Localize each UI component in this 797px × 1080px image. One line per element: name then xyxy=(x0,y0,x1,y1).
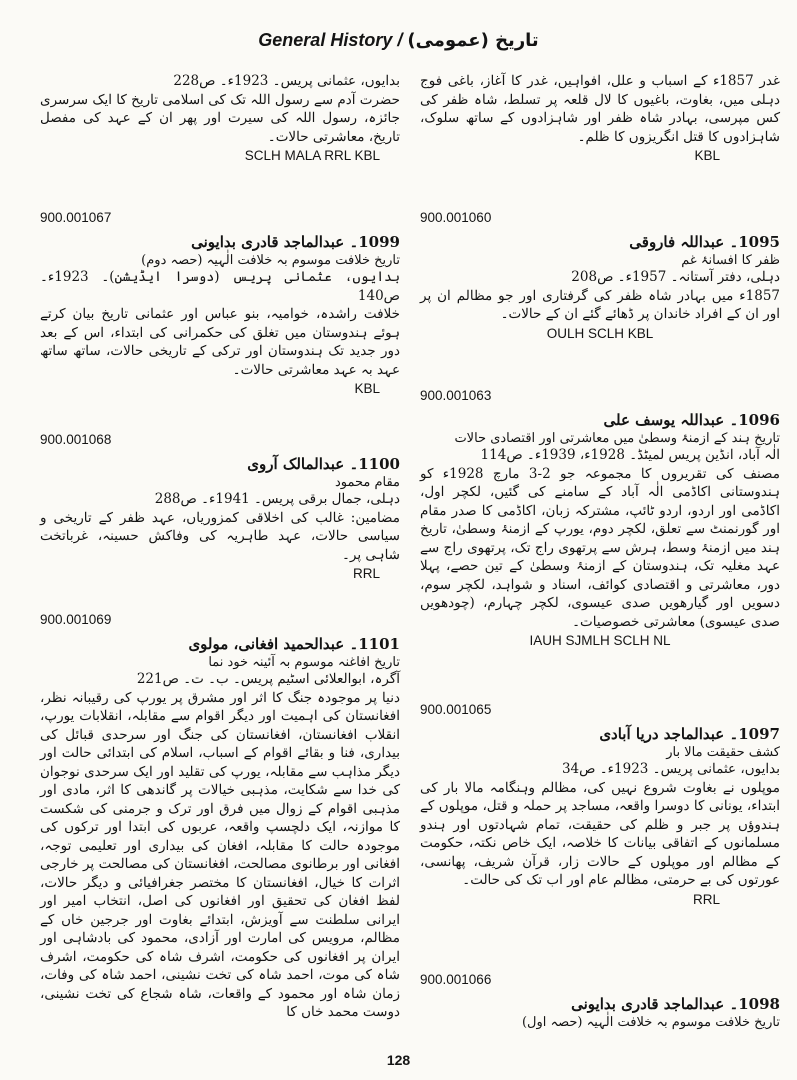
library-codes: RRL xyxy=(352,566,380,581)
entry-title: ظفر کا افسانۂ غم xyxy=(681,253,780,268)
entry-title: مقام محمود xyxy=(334,475,400,490)
header-english: General History / xyxy=(258,30,403,50)
entry-1096 xyxy=(420,388,780,648)
entry-text xyxy=(420,72,780,146)
entry-heading: 1101۔ عبدالحمید افغانی، مولوی xyxy=(188,635,400,653)
publication-info: دہلی، جمال برقی پریس۔ 1941ء۔ ص288 xyxy=(154,491,400,507)
page-number: 128 xyxy=(386,1052,411,1068)
entry-1099 xyxy=(40,210,400,396)
entry-text xyxy=(40,670,400,1022)
entry-text xyxy=(420,760,780,890)
entry-title: تاریخ خلافت موسوم بہ خلافت الٰہیہ (حصہ دوم) xyxy=(141,253,400,268)
annotation-text: 1857ء میں بہادر شاہ ظفر کی گرفتاری اور جو مظالم ان پر اور ان کے افراد خاندان پر ڈھائے گئے ان کے حالات۔ xyxy=(420,287,780,322)
entry-1101 xyxy=(40,612,400,1022)
entry-text xyxy=(420,446,780,631)
entry-title: تاریخ افاغنہ موسوم بہ آئینہ خود نما xyxy=(208,655,400,670)
library-codes: KBL xyxy=(354,381,380,396)
publication-info: بدایوں، عثمانی پریس۔ 1923ء۔ ص34 xyxy=(561,761,780,777)
annotation-text: غدر 1857ء کے اسباب و علل، افواہیں، غدر کا آغاز، باغی فوج دہلی میں، بغاوت، باغیوں کا لال قلعہ پر تسلط، شاہ ظفر کی کس مپرسی، بہادر شاہ ظفر اور شاہزادوں کے ساتھ سلوک، شاہزادوں کا قتل انگریزوں کا ظلم۔ xyxy=(420,73,780,145)
entry-heading: 1098۔ عبدالماجد قادری بدایونی xyxy=(571,995,780,1013)
publication-info: بدایوں، عثمانی پریس (دوسرا ایڈیشن)۔ 1923ء۔ ص140 xyxy=(40,269,400,304)
entry-heading: 1097۔ عبدالماجد دریا آبادی xyxy=(599,725,780,743)
entry-text xyxy=(40,72,400,146)
entry-text xyxy=(40,268,400,379)
annotation-text: دنیا پر موجودہ جنگ کا اثر اور مشرق پر یورپ کی رقیبانہ نظر، افغانستان کی اہمیت اور دیگر اقوام سے مقابلہ، انقلابات یورپ، انقلاب افغانستان، افغانستان کی جنگ اور سرحدی قبائل کی بیداری، فنا و بقائے اقوام کے اسباب، اسلام کی ابتدائی حالت اور دیگر مذاہب سے مقابلہ، یورپ کی تقلید اور ایک سرحدی نوجوان کی خدا سے شکایت، مذہبی خیالات پر گاندھی کا اثر، مادی اور مذہبی اقوام کے زوال میں فرق اور ترک و جرمنی کی شکست کا موازنہ، ایک دلچسپ واقعہ، عربوں کی ابتدا اور ترکوں کی موجودہ حالت کا مقابلہ، افغان کی بیداری اور تعلیمی توجہ، افغانی اور برطانوی مصالحت، افغانستان کی مصالحت پر خارجی اثرات کا خیال، افغانستان کا مختصر جغرافیائی و دیگر حالات، لفظ افغان کی تحقیق اور افغانوں کی اصل، انتخاب امیر اور ایرانی سلطنت سے آویزش، ابتدائے بغاوت اور جرجین خاں کے مظالم، مرویس کی امارت اور آزادی، محمود کی بادشاہی اور ایران پر افغانوں کی حکومت، اشرف شاہ کی حکومت، اشرف شاہ کی موت، احمد شاہ کی تخت نشینی، احمد شاہ کی وفات، زمان شاہ اور محمود کے واقعات، شاہ شجاع کی تخت نشینی، دوست محمد خاں کا xyxy=(40,689,400,1020)
accession-number: 900.001069 xyxy=(40,612,112,627)
annotation-text: موپلوں نے بغاوت شروع نہیں کی، مظالم وہنگامہ مالا بار کی ابتداء، یونانی کا دوسرا واقعہ، مساجد پر حملہ و قتل، موپلوں کے ہندوؤں پر جبر و ظلم کی حقیقت، تمام شہادتوں اور ہندو مسلمانوں کے اتفاقی بیانات کا خلاصہ، ایک خاص نکتہ، حکومت کے مظالم اور موپلوں کے حالات زار، قرآن شریف، پھانسی، عورتوں کی بے حرمتی، مظالم عام اور اب تک کی حالت۔ xyxy=(420,779,780,888)
publication-info: الٰہ آباد، انڈین پریس لمیٹڈ۔ 1928ء، 1939ء۔ ص114 xyxy=(480,447,780,463)
library-codes: IAUH SJMLH SCLH NL xyxy=(529,633,671,648)
accession-number: 900.001068 xyxy=(40,432,112,447)
library-codes: RRL xyxy=(692,891,720,907)
entry-continued xyxy=(40,72,400,163)
entry-title: کشف حقیقت مالا بار xyxy=(666,745,780,760)
entry-text xyxy=(420,268,780,324)
entry-heading: 1095۔ عبداللہ فاروقی xyxy=(629,233,780,251)
annotation-text: خلافت راشدہ، خوامیہ، بنو عباس اور عثمانی تاریخ بیان کرتے ہوئے ہندوستان میں تغلق کی حکمرانی کی ابتداء، اس کے بعد دور جدید تک ہندوستان اور ترکی کے تاریخی حالات، ساتھ ساتھ عہد بہ عہد معاشرتی حالات۔ xyxy=(40,306,400,378)
header-urdu: تاریخ (عمومی) xyxy=(407,30,539,51)
entry-heading: 1099۔ عبدالماجد قادری بدایونی xyxy=(191,233,400,251)
library-codes: OULH SCLH KBL xyxy=(546,325,654,341)
annotation-text: حضرت آدم سے رسول اللہ تک کی اسلامی تاریخ کا ایک سرسری جائزہ، رسول اللہ کی سیرت اور پھر ان کے عہد کی مفصل تاریخ، معاشرتی حالات۔ xyxy=(40,91,400,145)
accession-number: 900.001060 xyxy=(420,210,492,225)
entry-1100 xyxy=(40,432,400,581)
entry-heading: 1100۔ عبدالمالک آروی xyxy=(247,455,400,473)
page-header xyxy=(0,30,797,51)
entry-1098 xyxy=(420,972,780,1030)
library-codes: SCLH MALA RRL KBL xyxy=(244,148,380,163)
entry-text xyxy=(40,490,400,564)
entry-continued xyxy=(420,72,780,163)
annotation-text: مضامین: غالب کی اخلاقی کمزوریاں، عہد ظفر کے تاریخی و سیاسی حالات، عہد طاہریہ کی وفاکش حسینہ، غرباتخت شاہی پر۔ xyxy=(40,509,400,563)
publication-info: بدایوں، عثمانی پریس۔ 1923ء۔ ص228 xyxy=(173,73,400,89)
entry-title: تاریخ خلافت موسوم بہ خلافت الٰہیہ (حصہ اول) xyxy=(521,1015,780,1030)
accession-number: 900.001067 xyxy=(40,210,112,225)
publication-info: آگرہ، ابوالعلائی اسٹیم پریس۔ ب۔ ت۔ ص221 xyxy=(136,671,400,687)
annotation-text: مصنف کی تقریروں کا مجموعہ جو 2-3 مارچ 1928ء کو ہندوستانی اکاڈمی الٰہ آباد کے سامنے کی گئیں، لکچر اول، اکاڈمی اور اردو، اردو ٹائپ، مشترکہ زبان، اکاڈمی کا صدر مقام اور گورنمنٹ سے تعلق، لکچر دوم، یورپ کے ازمنۂ وسطیٰ، تاریخ ہند میں ازمنۂ وسط، ہرش سے پرتھوی راج تک، پرتھوی راج سے عہد مغلیہ تک، ہندوستان کے ازمنۂ وسطیٰ کے تین حصے، پہلا دور، معاشرتی و اقتصادی کوائف، اسناد و شواہد، لکچر سوم، دسویں اور گیارھویں صدی عیسوی، لکچر چہارم، (چودھویں صدی عیسوی) معاشرتی خصوصیات۔ xyxy=(420,465,780,630)
entry-heading: 1096۔ عبداللہ یوسف علی xyxy=(603,411,780,429)
accession-number: 900.001066 xyxy=(420,972,492,987)
publication-info: دہلی، دفتر آستانہ۔ 1957ء۔ ص208 xyxy=(571,269,780,285)
library-codes: KBL xyxy=(694,148,720,163)
entry-1095 xyxy=(420,210,780,341)
entry-1097 xyxy=(420,702,780,907)
accession-number: 900.001065 xyxy=(420,702,492,717)
accession-number: 900.001063 xyxy=(420,388,492,403)
entry-title: تاریخ ہند کے ازمنۂ وسطیٰ میں معاشرتی اور اقتصادی حالات xyxy=(454,431,780,446)
